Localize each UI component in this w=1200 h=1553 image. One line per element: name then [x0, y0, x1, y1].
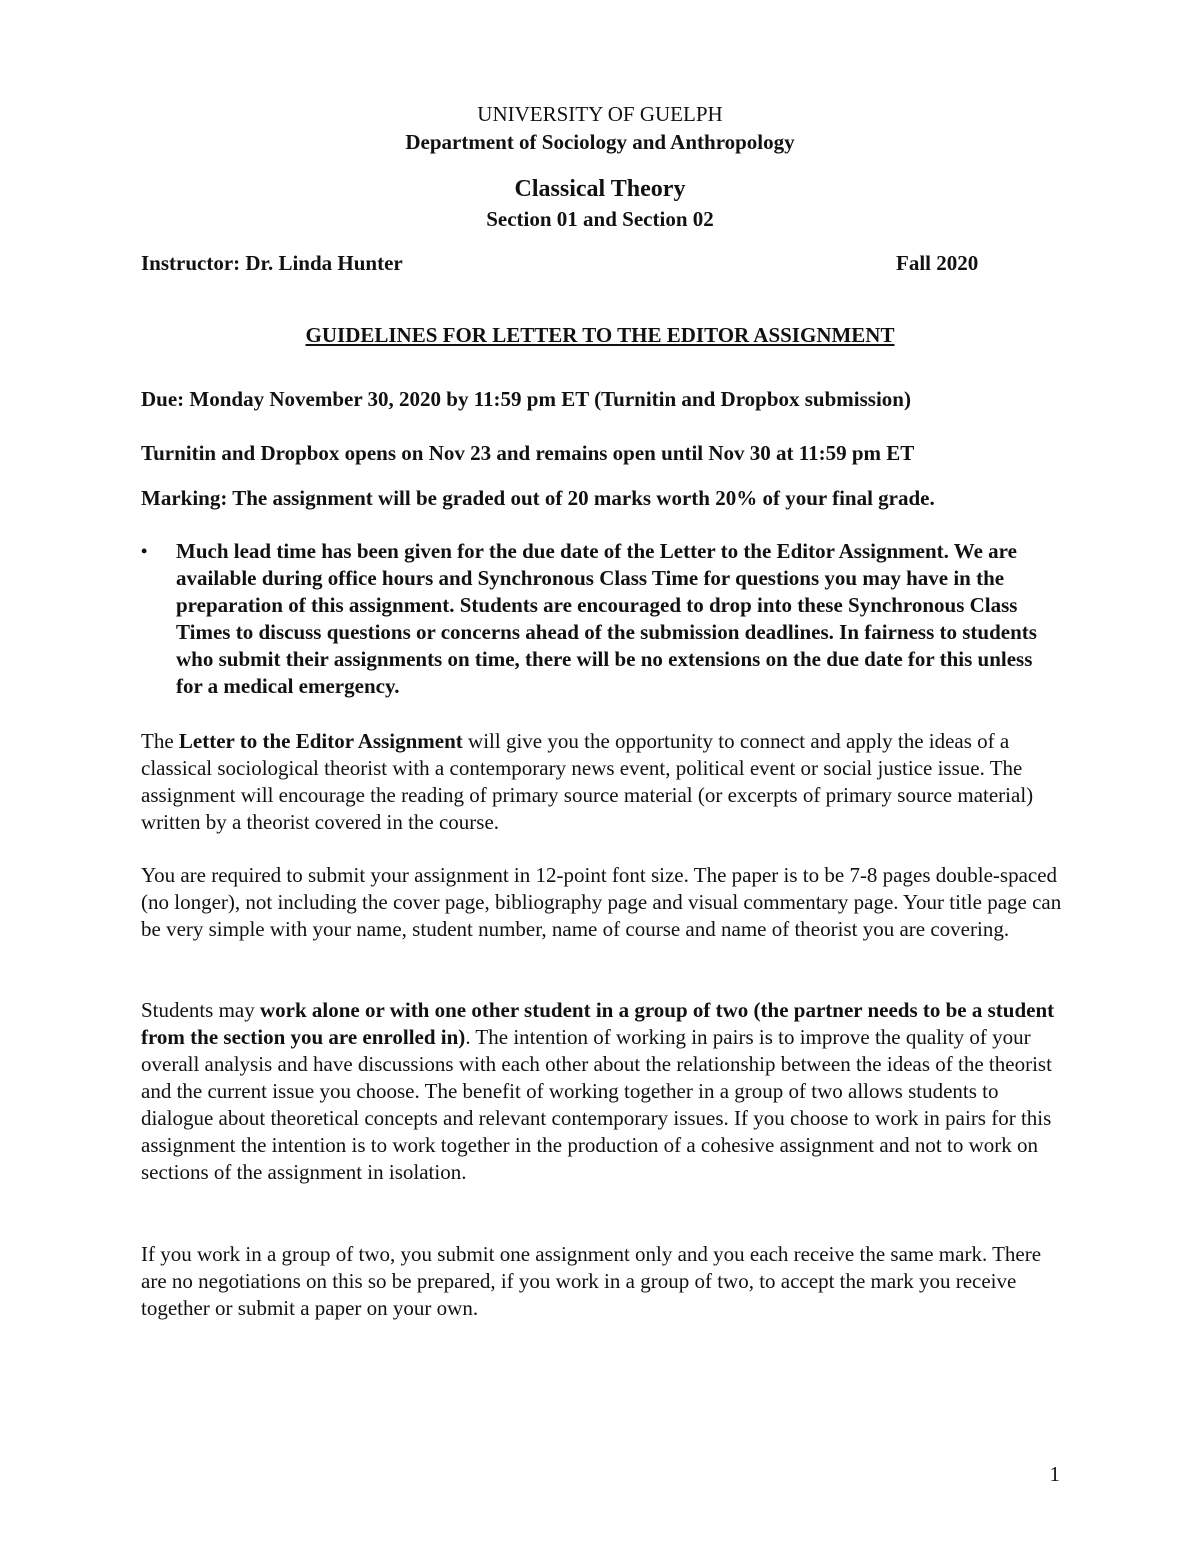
page-number: 1 — [1049, 1462, 1060, 1486]
dropbox-open-line: Turnitin and Dropbox opens on Nov 23 and remains open until Nov 30 at 11:59 pm ET — [141, 441, 915, 465]
intro-lead: The — [141, 729, 179, 753]
term-label: Fall 2020 — [896, 251, 979, 275]
format-paragraph: You are required to submit your assignment in 12-point font size. The paper is to be 7-8 pages double-spaced (no longer), not including the cover page, bibliography page and visual commentary page. Your title page can be very simple with your name, student number, name of course and name of theorist you are covering. — [141, 863, 1062, 941]
group-rest: . The intention of working in pairs is to improve the quality of your overall analysis and have discussions with each other about the relationship between the ideas of the theorist and the current issue you choose. The benefit of working together in a group of two allows students to dialogue about theoretical concepts and relevant contemporary issues. If you choose to work in pairs for this assignment the intention is to work together in the production of a cohesive assignment and not to work on sections of the assignment in isolation. — [141, 1025, 1052, 1184]
department-name: Department of Sociology and Anthropology — [405, 130, 795, 154]
due-date-line: Due: Monday November 30, 2020 by 11:59 pm ET (Turnitin and Dropbox submission) — [141, 387, 911, 411]
instructor-line: Instructor: Dr. Linda Hunter — [141, 251, 403, 275]
group-bold: work alone or with one other student in a group of two (the partner needs to be a student from the section you are enrolled in) — [141, 998, 1055, 1049]
bullet-icon: • — [141, 541, 148, 561]
group-work-paragraph — [141, 997, 1071, 1186]
group-lead: Students may — [141, 998, 260, 1022]
university-name: UNIVERSITY OF GUELPH — [477, 102, 723, 126]
marking-line: Marking: The assignment will be graded out of 20 marks worth 20% of your final grade. — [141, 486, 935, 510]
assignment-heading: GUIDELINES FOR LETTER TO THE EDITOR ASSIGNMENT — [305, 323, 895, 347]
bullet-text: Much lead time has been given for the due date of the Letter to the Editor Assignment. We are available during office hours and Synchronous Class Time for questions you may have in the preparation of this assignment. Students are encouraged to drop into these Synchronous Class Times to discuss questions or concerns ahead of the submission deadlines. In fairness to students who submit their assignments on time, there will be no extensions on the due date for this unless for a medical emergency. — [176, 539, 1037, 698]
course-title: Classical Theory — [514, 176, 686, 202]
intro-bold: Letter to the Editor Assignment — [178, 729, 463, 753]
group-mark-paragraph: If you work in a group of two, you submit one assignment only and you each receive the same mark. There are no negotiations on this so be prepared, if you work in a group of two, to accept the mark you receive together or submit a paper on your own. — [141, 1242, 1042, 1320]
intro-rest: will give you the opportunity to connect and apply the ideas of a classical sociological theorist with a contemporary news event, political event or social justice issue. The assignment will encourage the reading of primary source material (or excerpts of primary source material) written by a theorist covered in the course. — [141, 729, 1034, 834]
course-sections: Section 01 and Section 02 — [486, 207, 714, 231]
intro-paragraph — [141, 728, 1071, 836]
